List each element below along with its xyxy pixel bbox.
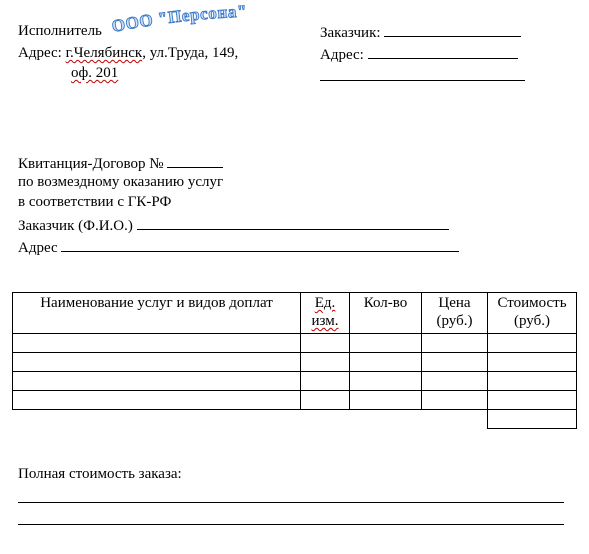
services-table [12,292,577,429]
receipt-client-label: Заказчик (Ф.И.О.) [18,218,133,234]
table-spacer [301,410,350,429]
table-total-cell[interactable] [488,410,577,429]
total-line-2 [18,524,564,525]
col-header-unit-text: Ед. изм. [311,295,339,329]
customer-address-blank-line [368,44,518,59]
receipt-line2: по возмездному оказанию услуг [18,174,224,190]
table-cell[interactable] [350,391,422,410]
col-header-quantity: Кол-во [350,293,422,334]
table-cell[interactable] [13,334,301,353]
customer-address-line2 [320,80,525,81]
customer-label: Заказчик: [320,25,381,41]
receipt-address-label: Адрес [18,240,58,256]
receipt-title: Квитанция-Договор № [18,156,164,172]
executor-address-label: Адрес: [18,45,62,61]
table-cell[interactable] [488,353,577,372]
table-cell[interactable] [301,372,350,391]
company-name: ООО "Персона" [110,1,248,36]
customer-blank-line [384,22,521,37]
col-header-service-name: Наименование услуг и видов доплат [13,293,301,334]
table-cell[interactable] [422,334,488,353]
table-spacer [422,410,488,429]
receipt-address-blank [61,237,459,252]
table-cell[interactable] [13,391,301,410]
executor-address [18,44,238,62]
total-label: Полная стоимость заказа: [18,466,182,482]
table-cell[interactable] [488,372,577,391]
table-cell[interactable] [301,334,350,353]
receipt-number-blank [167,153,223,168]
table-cell[interactable] [422,353,488,372]
table-cell[interactable] [488,334,577,353]
total-line-1 [18,502,564,503]
company-name-wordart [110,1,291,36]
table-cell[interactable] [301,353,350,372]
table-cell[interactable] [13,353,301,372]
table-row [13,391,577,410]
receipt-line3: в соответствии с ГК-РФ [18,194,172,210]
executor-label: Исполнитель [18,23,102,39]
receipt-client-blank [137,215,449,230]
executor-address-line2-text: оф. 201 [71,65,119,81]
table-spacer [350,410,422,429]
receipt-title-row [18,153,223,173]
executor-address-line2 [71,64,118,82]
table-cell[interactable] [422,372,488,391]
customer-address-label: Адрес: [320,47,364,63]
col-header-unit [301,293,350,334]
table-cell[interactable] [350,353,422,372]
table-cell[interactable] [301,391,350,410]
col-header-price: Цена (руб.) [422,293,488,334]
table-cell[interactable] [422,391,488,410]
table-cell[interactable] [350,372,422,391]
table-row [13,353,577,372]
table-spacer [13,410,301,429]
table-cell[interactable] [13,372,301,391]
table-header-row [13,293,577,334]
receipt-address-row [18,237,459,257]
receipt-client-row [18,215,449,235]
table-row [13,334,577,353]
executor-city: г.Челябинск [65,45,143,61]
table-cell[interactable] [488,391,577,410]
table-total-row [13,410,577,429]
customer-address-row [320,44,518,64]
customer-row [320,22,521,42]
table-row [13,372,577,391]
executor-address-line1: г.Челябинск, ул.Труда, 149, [65,45,239,61]
table-cell[interactable] [350,334,422,353]
svg-text:ООО "Персона" [110,2,247,36]
col-header-cost: Стоимость (руб.) [488,293,577,334]
